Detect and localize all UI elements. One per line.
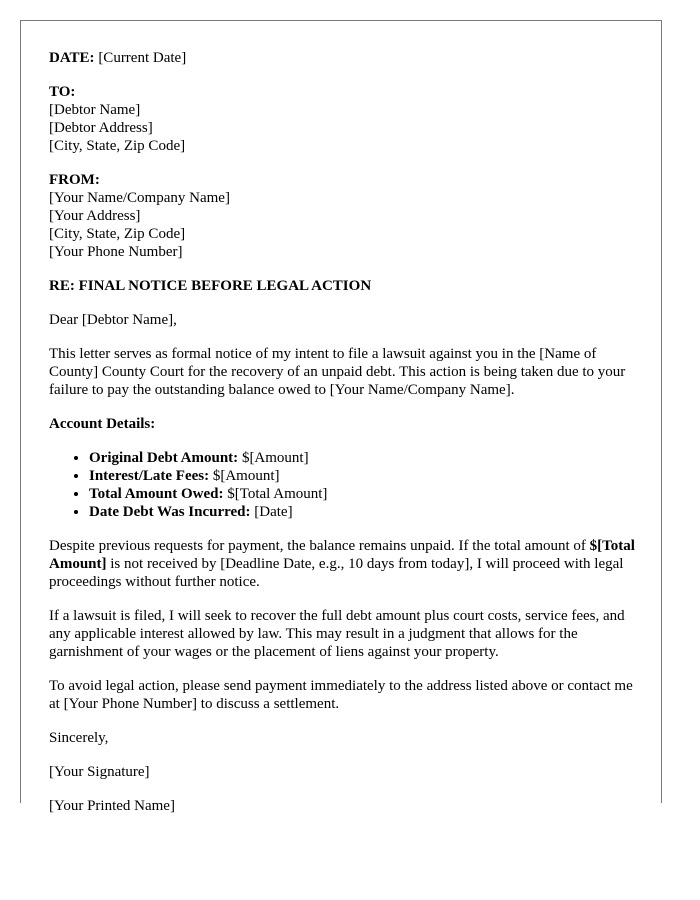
detail-label: Date Debt Was Incurred: [89, 504, 251, 520]
unpaid-text-before: Despite previous requests for payment, the balance remains unpaid. If the total amount of [49, 538, 590, 554]
date-label: DATE: [49, 50, 95, 66]
detail-value: [Date] [250, 504, 293, 520]
to-block [49, 83, 639, 155]
to-label: TO: [49, 84, 76, 100]
to-line: [Debtor Name] [49, 102, 141, 118]
detail-value: $[Total Amount] [223, 486, 328, 502]
from-block [49, 171, 639, 261]
closing: Sincerely, [49, 730, 109, 746]
from-line: [Your Name/Company Name] [49, 190, 230, 206]
total-amount-emphasis: $[Total Amount] [49, 538, 635, 572]
from-label: FROM: [49, 172, 100, 188]
unpaid-text-after: is not received by [Deadline Date, e.g., 10 days from today], I will proceed with legal proceedings without further notice. [49, 556, 624, 590]
to-line: [City, State, Zip Code] [49, 138, 186, 154]
letter-content [49, 49, 639, 831]
from-line: [Your Address] [49, 208, 141, 224]
letter-page [20, 20, 662, 814]
list-item [89, 485, 639, 503]
date-line [49, 49, 639, 67]
salutation: Dear [Debtor Name], [49, 312, 177, 328]
detail-label: Original Debt Amount: [89, 450, 239, 466]
avoid-paragraph: To avoid legal action, please send payment immediately to the address listed above or contact me at [Your Phone Number] to discuss a settlement. [49, 678, 633, 712]
detail-label: Interest/Late Fees: [89, 468, 210, 484]
detail-value: $[Amount] [209, 468, 280, 484]
detail-label: Total Amount Owed: [89, 486, 224, 502]
detail-value: $[Amount] [238, 450, 309, 466]
list-item [89, 503, 639, 521]
list-item [89, 467, 639, 485]
lawsuit-paragraph: If a lawsuit is filed, I will seek to recover the full debt amount plus court costs, service fees, and any applicable interest allowed by law. This may result in a judgment that allows for the garnishment of your wages or the placement of liens against your property. [49, 608, 625, 660]
printed-name: [Your Printed Name] [49, 798, 175, 814]
signature: [Your Signature] [49, 764, 150, 780]
re-line: RE: FINAL NOTICE BEFORE LEGAL ACTION [49, 278, 372, 294]
to-line: [Debtor Address] [49, 120, 153, 136]
account-details-heading: Account Details: [49, 416, 156, 432]
list-item [89, 449, 639, 467]
from-line: [Your Phone Number] [49, 244, 183, 260]
from-line: [City, State, Zip Code] [49, 226, 186, 242]
date-value: [Current Date] [98, 50, 187, 66]
unpaid-paragraph [49, 537, 639, 591]
intro-paragraph: This letter serves as formal notice of my intent to file a lawsuit against you in the [Name of County] County Court for the recovery of an unpaid debt. This action is being taken due to your failure to pay the outstanding balance owed to [Your Name/Company Name]. [49, 346, 626, 398]
account-details-list [49, 449, 639, 521]
